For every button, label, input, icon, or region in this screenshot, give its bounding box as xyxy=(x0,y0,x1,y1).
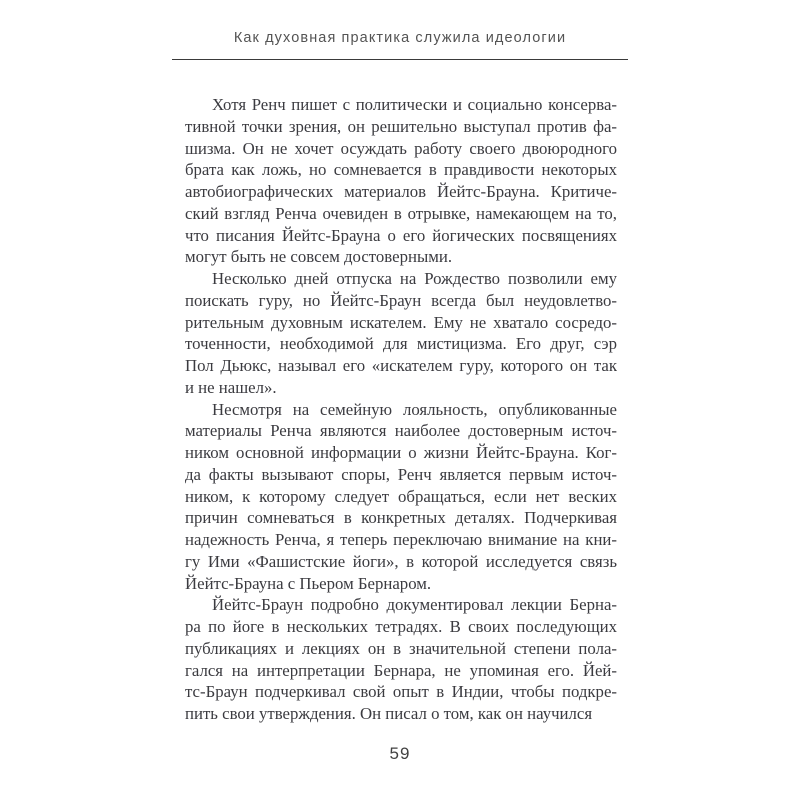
text-line: шизма. Он не хочет осуждать работу своего двоюродного xyxy=(185,138,617,158)
text-line: могут быть не совсем достоверными. xyxy=(185,247,453,267)
text-line: Несколько дней отпуска на Рождество позволили ему xyxy=(212,269,617,288)
text-line: тс-Браун подчеркивал свой опыт в Индии, чтобы подкре- xyxy=(185,682,617,702)
text-line: Хотя Ренч пишет с политически и социально консерва- xyxy=(212,95,617,114)
paragraph xyxy=(185,94,617,268)
header-rule xyxy=(172,59,628,60)
text-line: Йейтс-Брауна с Пьером Бернаром. xyxy=(185,573,432,593)
text-line: и не нашел». xyxy=(185,377,277,397)
text-line: Йейтс-Браун подробно документировал лекции Берна- xyxy=(212,595,617,615)
text-line: гался на интерпретации Бернара, не упоминая его. Йей- xyxy=(185,660,617,680)
text-line: публикациях и лекциях он в значительной степени пола- xyxy=(185,638,617,658)
text-line: ником основной информации о жизни Йейтс-Брауна. Ког- xyxy=(185,443,617,462)
text-line: что писания Йейтс-Брауна о его йогических посвящениях xyxy=(185,225,617,245)
text-line: Несмотря на семейную лояльность, опубликованные xyxy=(212,399,617,419)
text-line: поискать гуру, но Йейтс-Браун всегда был неудовлетво- xyxy=(185,290,617,310)
text-line: гу Ими «Фашистские йоги», в которой исследуется связь xyxy=(185,551,617,571)
text-line: ра по йоге в нескольких тетрадях. В своих последующих xyxy=(185,617,617,636)
text-line: причин сомневаться в конкретных деталях. Подчеркивая xyxy=(185,508,617,528)
text-line: точенности, необходимой для мистицизма. Его друг, сэр xyxy=(185,334,617,354)
page-number: 59 xyxy=(389,744,411,763)
paragraph xyxy=(185,594,617,725)
text-line: ский взгляд Ренча очевиден в отрывке, намекающем на то, xyxy=(185,203,617,223)
text-line: рительным духовным искателем. Ему не хватало сосредо- xyxy=(185,312,617,332)
running-header: Как духовная практика служила идеологии xyxy=(233,30,567,46)
text-line: автобиографических материалов Йейтс-Брауна. Критиче- xyxy=(185,182,617,201)
paragraph xyxy=(185,268,617,399)
text-line: тивной точки зрения, он решительно выступал против фа- xyxy=(185,116,617,136)
text-line: пить свои утверждения. Он писал о том, как он научился xyxy=(185,704,593,723)
text-line: брата как ложь, но сомневается в правдивости некоторых xyxy=(185,160,617,180)
text-line: ником, к которому следует обращаться, если нет веских xyxy=(185,486,617,506)
page-body xyxy=(185,94,617,725)
text-line: Пол Дьюкс, называл его «искателем гуру, которого он так xyxy=(185,356,617,375)
text-line: материалы Ренча являются наиболее достоверным источ- xyxy=(185,421,617,441)
paragraph xyxy=(185,399,617,595)
text-line: надежность Ренча, я теперь переключаю внимание на кни- xyxy=(185,530,617,549)
text-line: да факты вызывают споры, Ренч является первым источ- xyxy=(185,464,617,484)
